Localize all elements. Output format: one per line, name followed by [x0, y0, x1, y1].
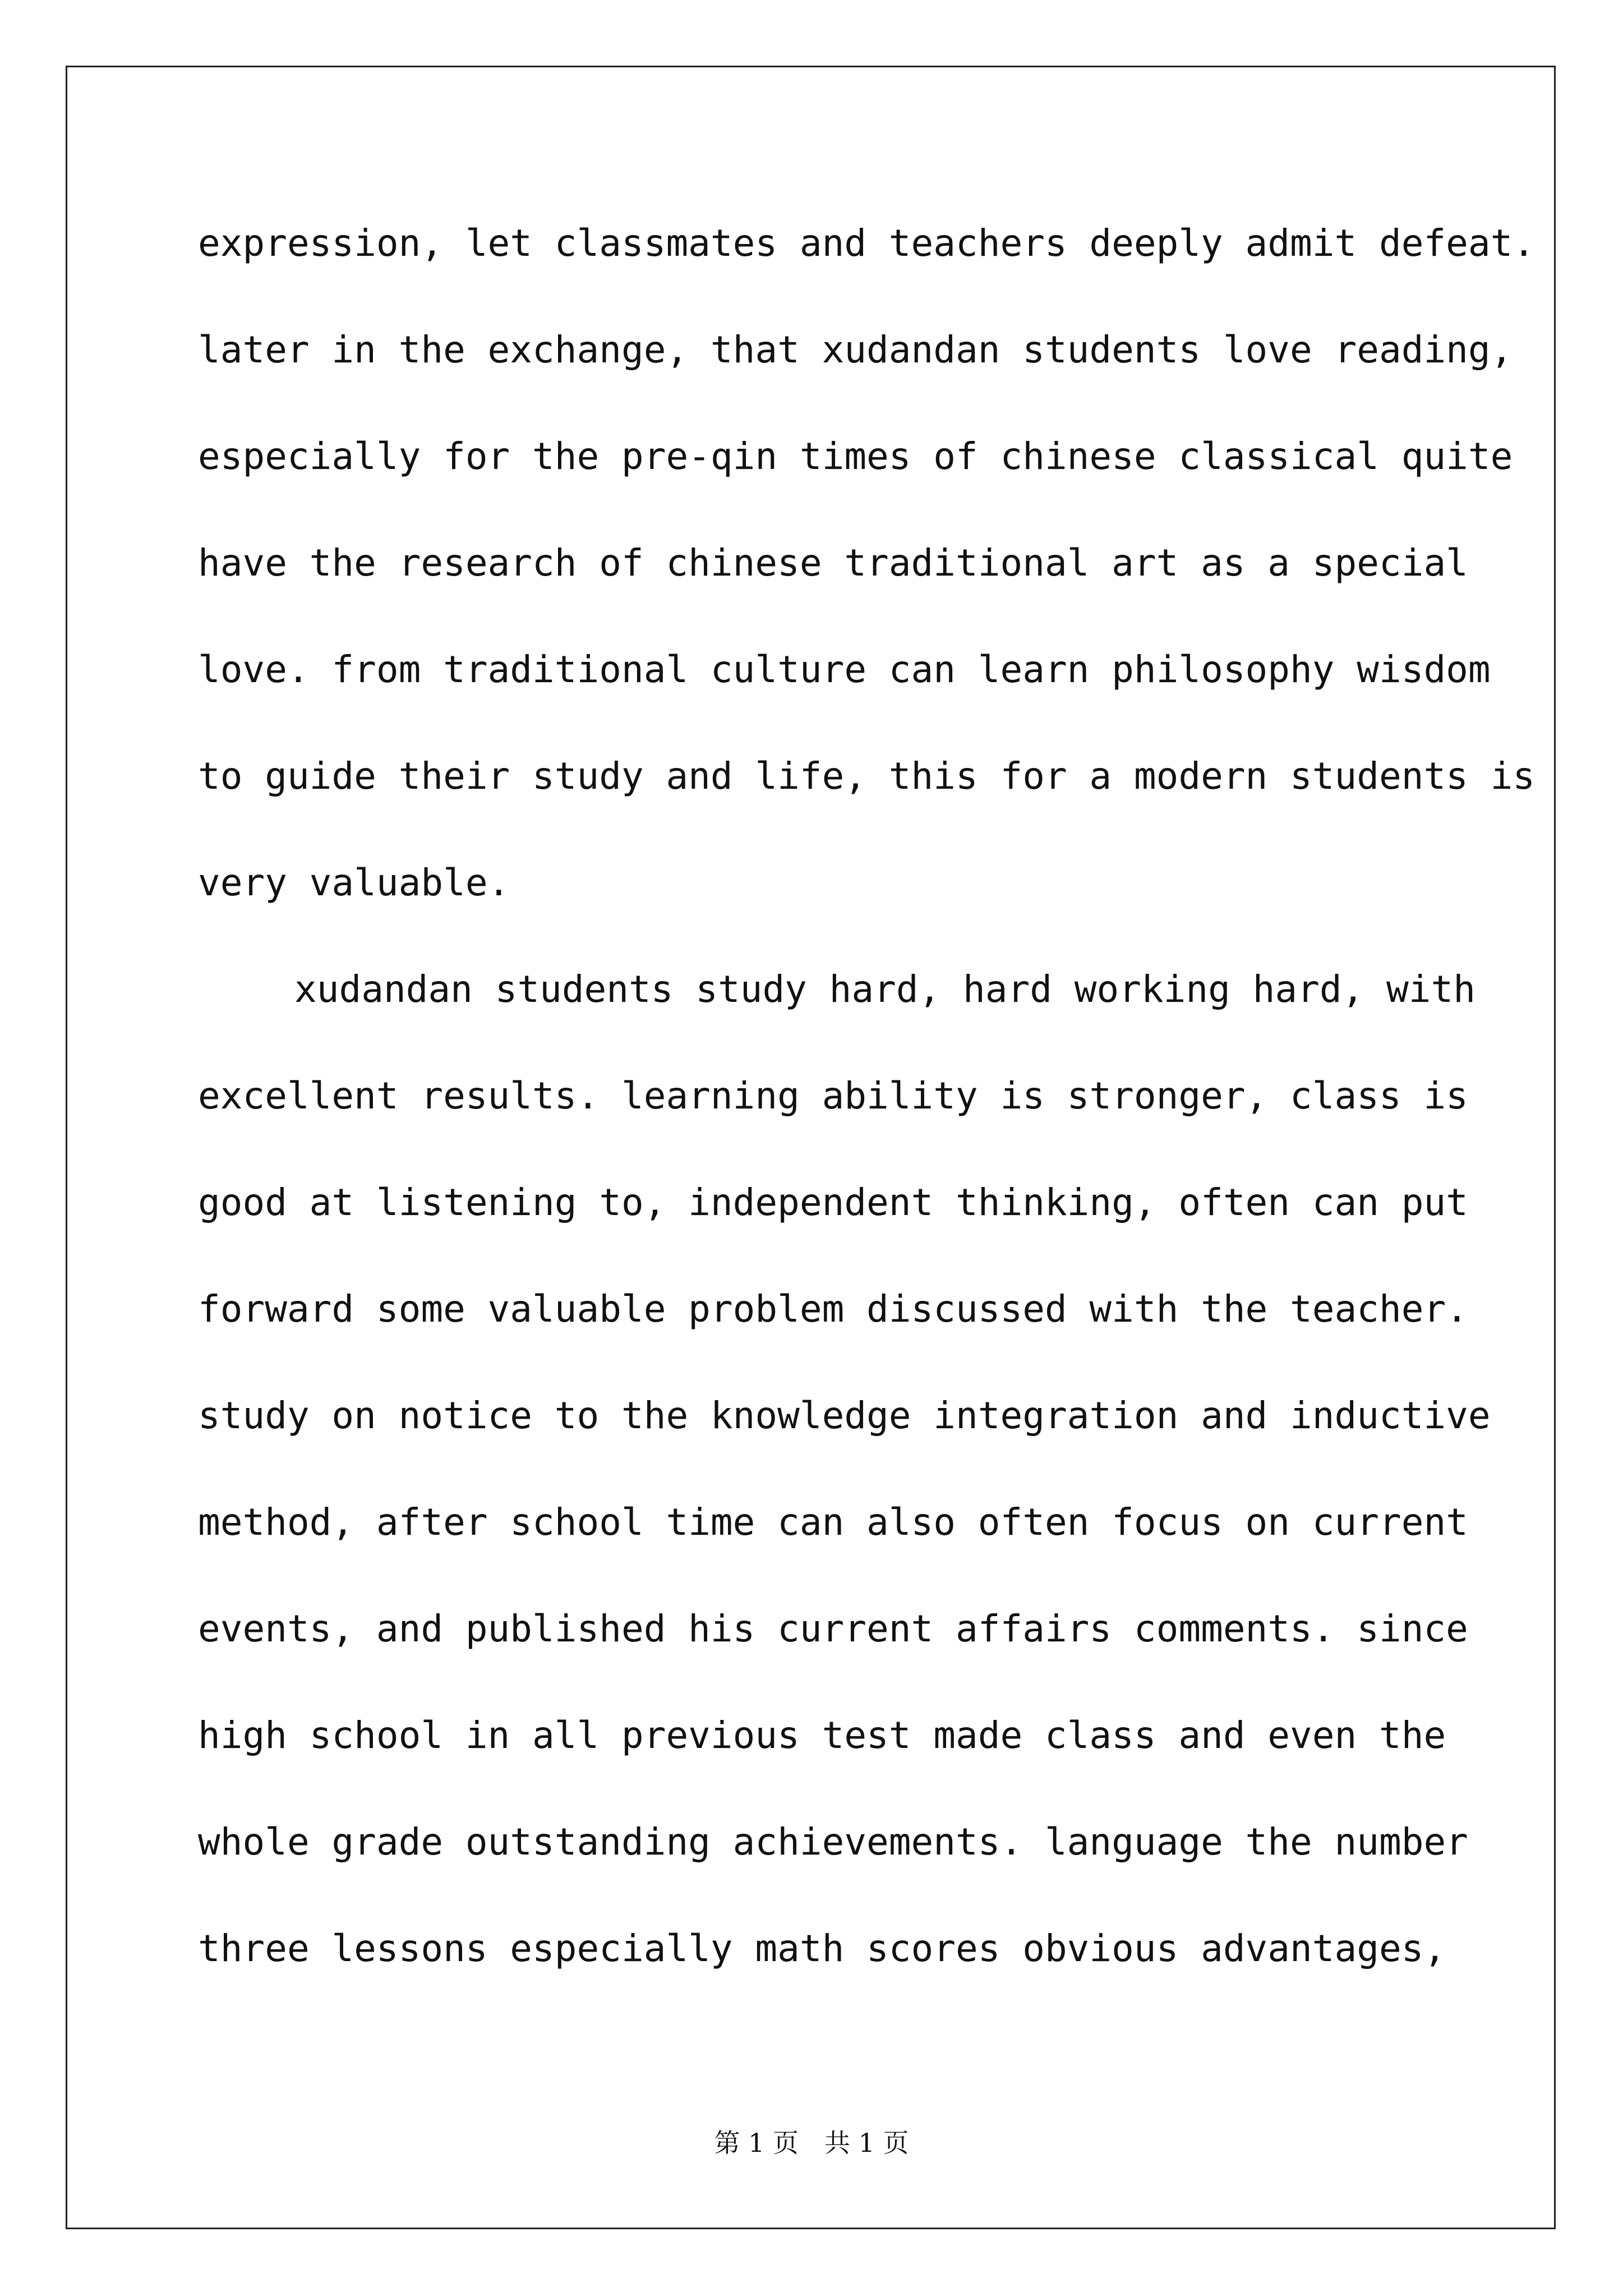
text-line: expression, let classmates and teachers deeply admit defeat.	[198, 222, 1536, 265]
text-line: later in the exchange, that xudandan students love reading,	[198, 328, 1513, 371]
text-line: events, and published his current affairs comments. since	[198, 1607, 1468, 1650]
text-line: study on notice to the knowledge integration and inductive	[198, 1394, 1491, 1437]
text-line: especially for the pre-qin times of chinese classical quite	[198, 435, 1513, 478]
text-line: have the research of chinese traditional art as a special	[198, 541, 1468, 585]
text-line: good at listening to, independent thinking, often can put	[198, 1181, 1468, 1224]
text-line: whole grade outstanding achievements. language the number	[198, 1820, 1468, 1864]
text-line: love. from traditional culture can learn philosophy wisdom	[198, 648, 1491, 691]
text-line: very valuable.	[198, 861, 510, 904]
text-line: excellent results. learning ability is stronger, class is	[198, 1074, 1468, 1117]
document-body	[198, 222, 1536, 2035]
text-line: three lessons especially math scores obvious advantages,	[198, 1927, 1446, 1970]
page-number-footer: 第 1 页 共 1 页	[714, 2128, 909, 2158]
text-line: forward some valuable problem discussed with the teacher.	[198, 1287, 1468, 1331]
text-line: method, after school time can also often focus on current	[198, 1501, 1468, 1544]
paragraph-first-line: xudandan students study hard, hard working hard, with	[294, 968, 1476, 1011]
text-line: high school in all previous test made class and even the	[198, 1714, 1446, 1757]
text-line: to guide their study and life, this for a modern students is	[198, 754, 1536, 798]
